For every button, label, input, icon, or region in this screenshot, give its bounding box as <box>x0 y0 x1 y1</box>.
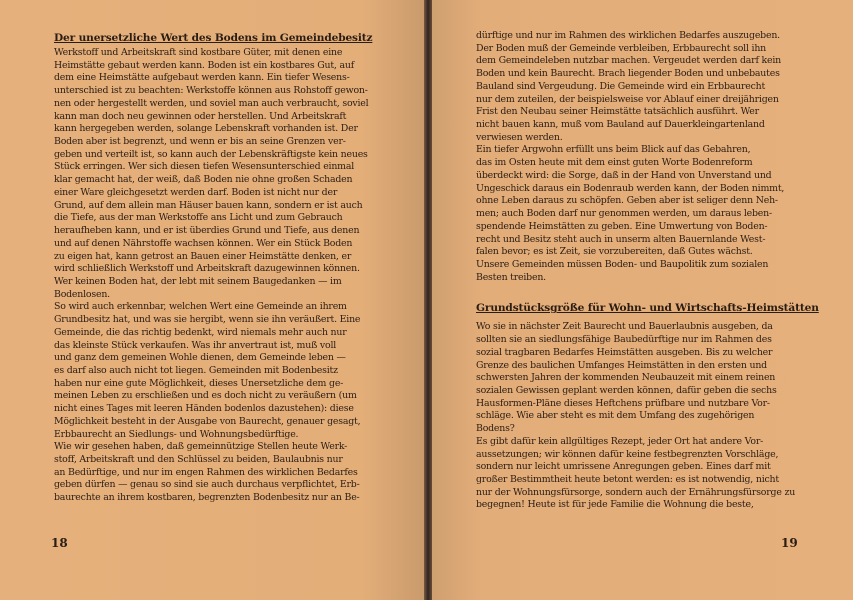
text-line: überdeckt wird: die Sorge, daß in der Hand von Unverstand und <box>476 169 772 181</box>
text-line: Werkstoff und Arbeitskraft sind kostbare Güter, mit denen eine <box>54 47 343 58</box>
text-line: wird schließlich Werkstoff und Arbeitskraft dazugewinnen können. <box>54 263 360 275</box>
text-line: Der Boden muß der Gemeinde verbleiben, Erbbaurecht soll ihn <box>476 42 766 54</box>
text-line: kann man doch neu gewinnen oder herstellen. Und Arbeitskraft <box>54 110 347 122</box>
text-line: meinen Leben zu erschließen und es doch nicht zu veräußern (um <box>54 390 357 402</box>
text-line: Ungeschick daraus ein Bodenraub werden kann, der Boden nimmt, <box>476 182 785 194</box>
text-line: begegnen! Heute ist für jede Familie die Wohnung die beste, <box>476 499 754 511</box>
text-line: Möglichkeit besteht in der Ausgabe von Baurecht, genauer gesagt, <box>54 415 361 427</box>
text-line: nur der Wohnungsfürsorge, sondern auch der Ernährungsfürsorge zu <box>476 486 796 498</box>
text-line: recht und Besitz steht auch in unserm alten Bauernlande West- <box>476 233 766 245</box>
text-line: Besten treiben. <box>476 271 546 283</box>
right-text-column <box>476 30 819 512</box>
text-line: großer Bestimmtheit heute betont werden: es ist notwendig, nicht <box>476 474 779 485</box>
left-text-column <box>54 30 374 505</box>
text-line: Bauland sind Vergeudung. Die Gemeinde wird ein Erbbaurecht <box>476 80 766 92</box>
text-line: Bodenlosen. <box>54 288 110 300</box>
text-line: Boden und kein Baurecht. Brach liegender Boden und unbebautes <box>476 68 780 80</box>
text-line: nicht bauen kann, muß vom Bauland auf Dauerkleingartenland <box>476 119 765 131</box>
text-line: Stück erringen. Wer sich diesen tiefen Wesensunterschied einmal <box>54 161 355 173</box>
text-line: Wie wir gesehen haben, daß gemeinnützige Stellen heute Werk- <box>54 441 348 453</box>
left-body-text <box>54 47 374 505</box>
text-line: sondern nur leicht umrissene Anregungen geben. Eines darf mit <box>476 461 771 473</box>
text-line: Grund, auf dem allein man Häuser bauen kann, sondern er ist auch <box>54 199 363 211</box>
text-line: unterschied ist zu beachten: Werkstoffe können aus Rohstoff gewon- <box>54 85 368 97</box>
text-line: und ganz dem gemeinen Wohle dienen, dem Gemeinde leben — <box>54 352 346 364</box>
text-line: zu eigen hat, kann getrost an Bauen einer Heimstätte denken, er <box>54 250 352 262</box>
right-body-text-bottom <box>476 321 800 512</box>
text-line: Wo sie in nächster Zeit Baurecht und Bauerlaubnis ausgeben, da <box>476 321 773 333</box>
text-line: Frist den Neubau seiner Heimstätte tatsächlich ausführt. Wer <box>476 106 759 118</box>
text-line: schwersten Jahren der kommenden Neubauzeit mit einem reinen <box>476 372 776 384</box>
text-line: stoff, Arbeitskraft und den Schlüssel zu beiden, Baulaubnis nur <box>54 454 343 465</box>
text-line: nen oder hergestellt werden, und soviel man auch verbraucht, soviel <box>54 97 369 109</box>
text-line: Bodens? <box>476 423 515 435</box>
right-body-text-top <box>476 30 800 284</box>
text-line: sollten sie an siedlungsfähige Baubedürftige nur im Rahmen des <box>476 334 772 346</box>
text-line: nur dem zuteilen, der beispielsweise vor Ablauf einer dreijährigen <box>476 93 779 105</box>
text-line: einer Ware gleichgesetzt werden darf. Boden ist nicht nur der <box>54 186 338 198</box>
text-line: haben nur eine gute Möglichkeit, dieses Unersetzliche dem ge- <box>54 377 344 389</box>
text-line: Heimstätte gebaut werden kann. Boden ist ein kostbares Gut, auf <box>54 59 354 71</box>
section-heading-2: Grundstücksgröße für Wohn- und Wirtschafts-Heimstätten <box>476 302 819 315</box>
page-number-right: 19 <box>781 536 798 550</box>
page-number-left: 18 <box>51 536 68 550</box>
left-page <box>0 0 424 600</box>
text-line: heraufheben kann, und er ist überdies Grund und Tiefe, aus denen <box>54 225 360 237</box>
text-line: dürftige und nur im Rahmen des wirklichen Bedarfes auszugeben. <box>476 30 780 41</box>
text-line: nicht eines Tages mit leeren Händen bodenlos dazustehen): diese <box>54 403 354 415</box>
text-line: Ein tiefer Argwohn erfüllt uns beim Blick auf das Gebahren, <box>476 144 751 156</box>
text-line: sozial tragbaren Bedarfes Heimstätten ausgeben. Bis zu welcher <box>476 346 773 358</box>
text-line: Unsere Gemeinden müssen Boden- und Baupolitik zum sozialen <box>476 258 769 270</box>
text-line: das im Osten heute mit dem einst guten Worte Bodenreform <box>476 157 753 169</box>
text-line: an Bedürftige, und nur im engen Rahmen des wirklichen Bedarfes <box>54 466 358 478</box>
paragraph-gap <box>476 284 800 296</box>
text-line: Es gibt dafür kein allgültiges Rezept, jeder Ort hat andere Vor- <box>476 435 764 447</box>
text-line: spendende Heimstätten zu geben. Eine Umwertung von Boden- <box>476 220 768 232</box>
text-line: aussetzungen; wir können dafür keine festbegrenzten Vorschläge, <box>476 448 779 460</box>
text-line: ohne Leben daraus zu schöpfen. Geben aber ist seliger denn Neh- <box>476 195 778 207</box>
text-line: dem eine Heimstätte aufgebaut werden kann. Ein tiefer Wesens- <box>54 72 350 84</box>
right-page <box>432 0 853 600</box>
text-line: falen bevor; es ist Zeit, sie vorzubereiten, daß Gutes wächst. <box>476 246 753 258</box>
text-line: men; auch Boden darf nur genommen werden, um daraus leben- <box>476 208 772 220</box>
text-line: Boden aber ist begrenzt, und wenn er bis an seine Grenzen ver- <box>54 136 346 148</box>
text-line: geben dürfen — genau so sind sie auch durchaus verpflichtet, Erb- <box>54 479 360 491</box>
text-line: dem Gemeindeleben nutzbar machen. Vergeudet werden darf kein <box>476 55 781 67</box>
text-line: So wird auch erkennbar, welchen Wert eine Gemeinde an ihrem <box>54 301 347 313</box>
text-line: das kleinste Stück verkaufen. Was ihr anvertraut ist, muß voll <box>54 339 337 351</box>
text-line: und auf denen Nährstoffe wachsen können. Wer ein Stück Boden <box>54 237 353 249</box>
text-line: Grundbesitz hat, und was sie hergibt, wenn sie ihn veräußert. Eine <box>54 314 361 326</box>
text-line: Wer keinen Boden hat, der lebt mit seinem Baugedanken — im <box>54 275 342 287</box>
section-heading: Der unersetzliche Wert des Bodens im Gemeindebesitz <box>54 32 373 44</box>
text-line: Gemeinde, die das richtig bedenkt, wird niemals mehr auch nur <box>54 326 347 338</box>
text-line: es darf also auch nicht tot liegen. Gemeinden mit Bodenbesitz <box>54 364 338 376</box>
text-line: die Tiefe, aus der man Werkstoffe ans Licht und zum Gebrauch <box>54 212 343 224</box>
text-line: geben und verteilt ist, so kann auch der Lebenskräftigste kein neues <box>54 148 368 160</box>
text-line: baurechte an ihrem kostbaren, begrenzten Bodenbesitz nur an Be- <box>54 492 360 504</box>
text-line: Hausformen-Pläne dieses Heftchens prüfbare und nutzbare Vor- <box>476 397 770 409</box>
text-line: kann hergegeben werden, solange Lebenskraft vorhanden ist. Der <box>54 123 358 135</box>
book-gutter <box>424 0 432 600</box>
text-line: sozialen Gewissen geplant werden können, dafür geben die sechs <box>476 384 777 396</box>
text-line: Erbbaurecht an Siedlungs- und Wohnungsbedürftige. <box>54 428 299 440</box>
text-line: schläge. Wie aber steht es mit dem Umfang des zugehörigen <box>476 410 755 422</box>
text-line: Grenze des baulichen Umfanges Heimstätten in den ersten und <box>476 359 767 371</box>
text-line: verwiesen werden. <box>476 131 563 143</box>
text-line: klar gemacht hat, der weiß, daß Boden nie ohne großen Schaden <box>54 174 353 186</box>
